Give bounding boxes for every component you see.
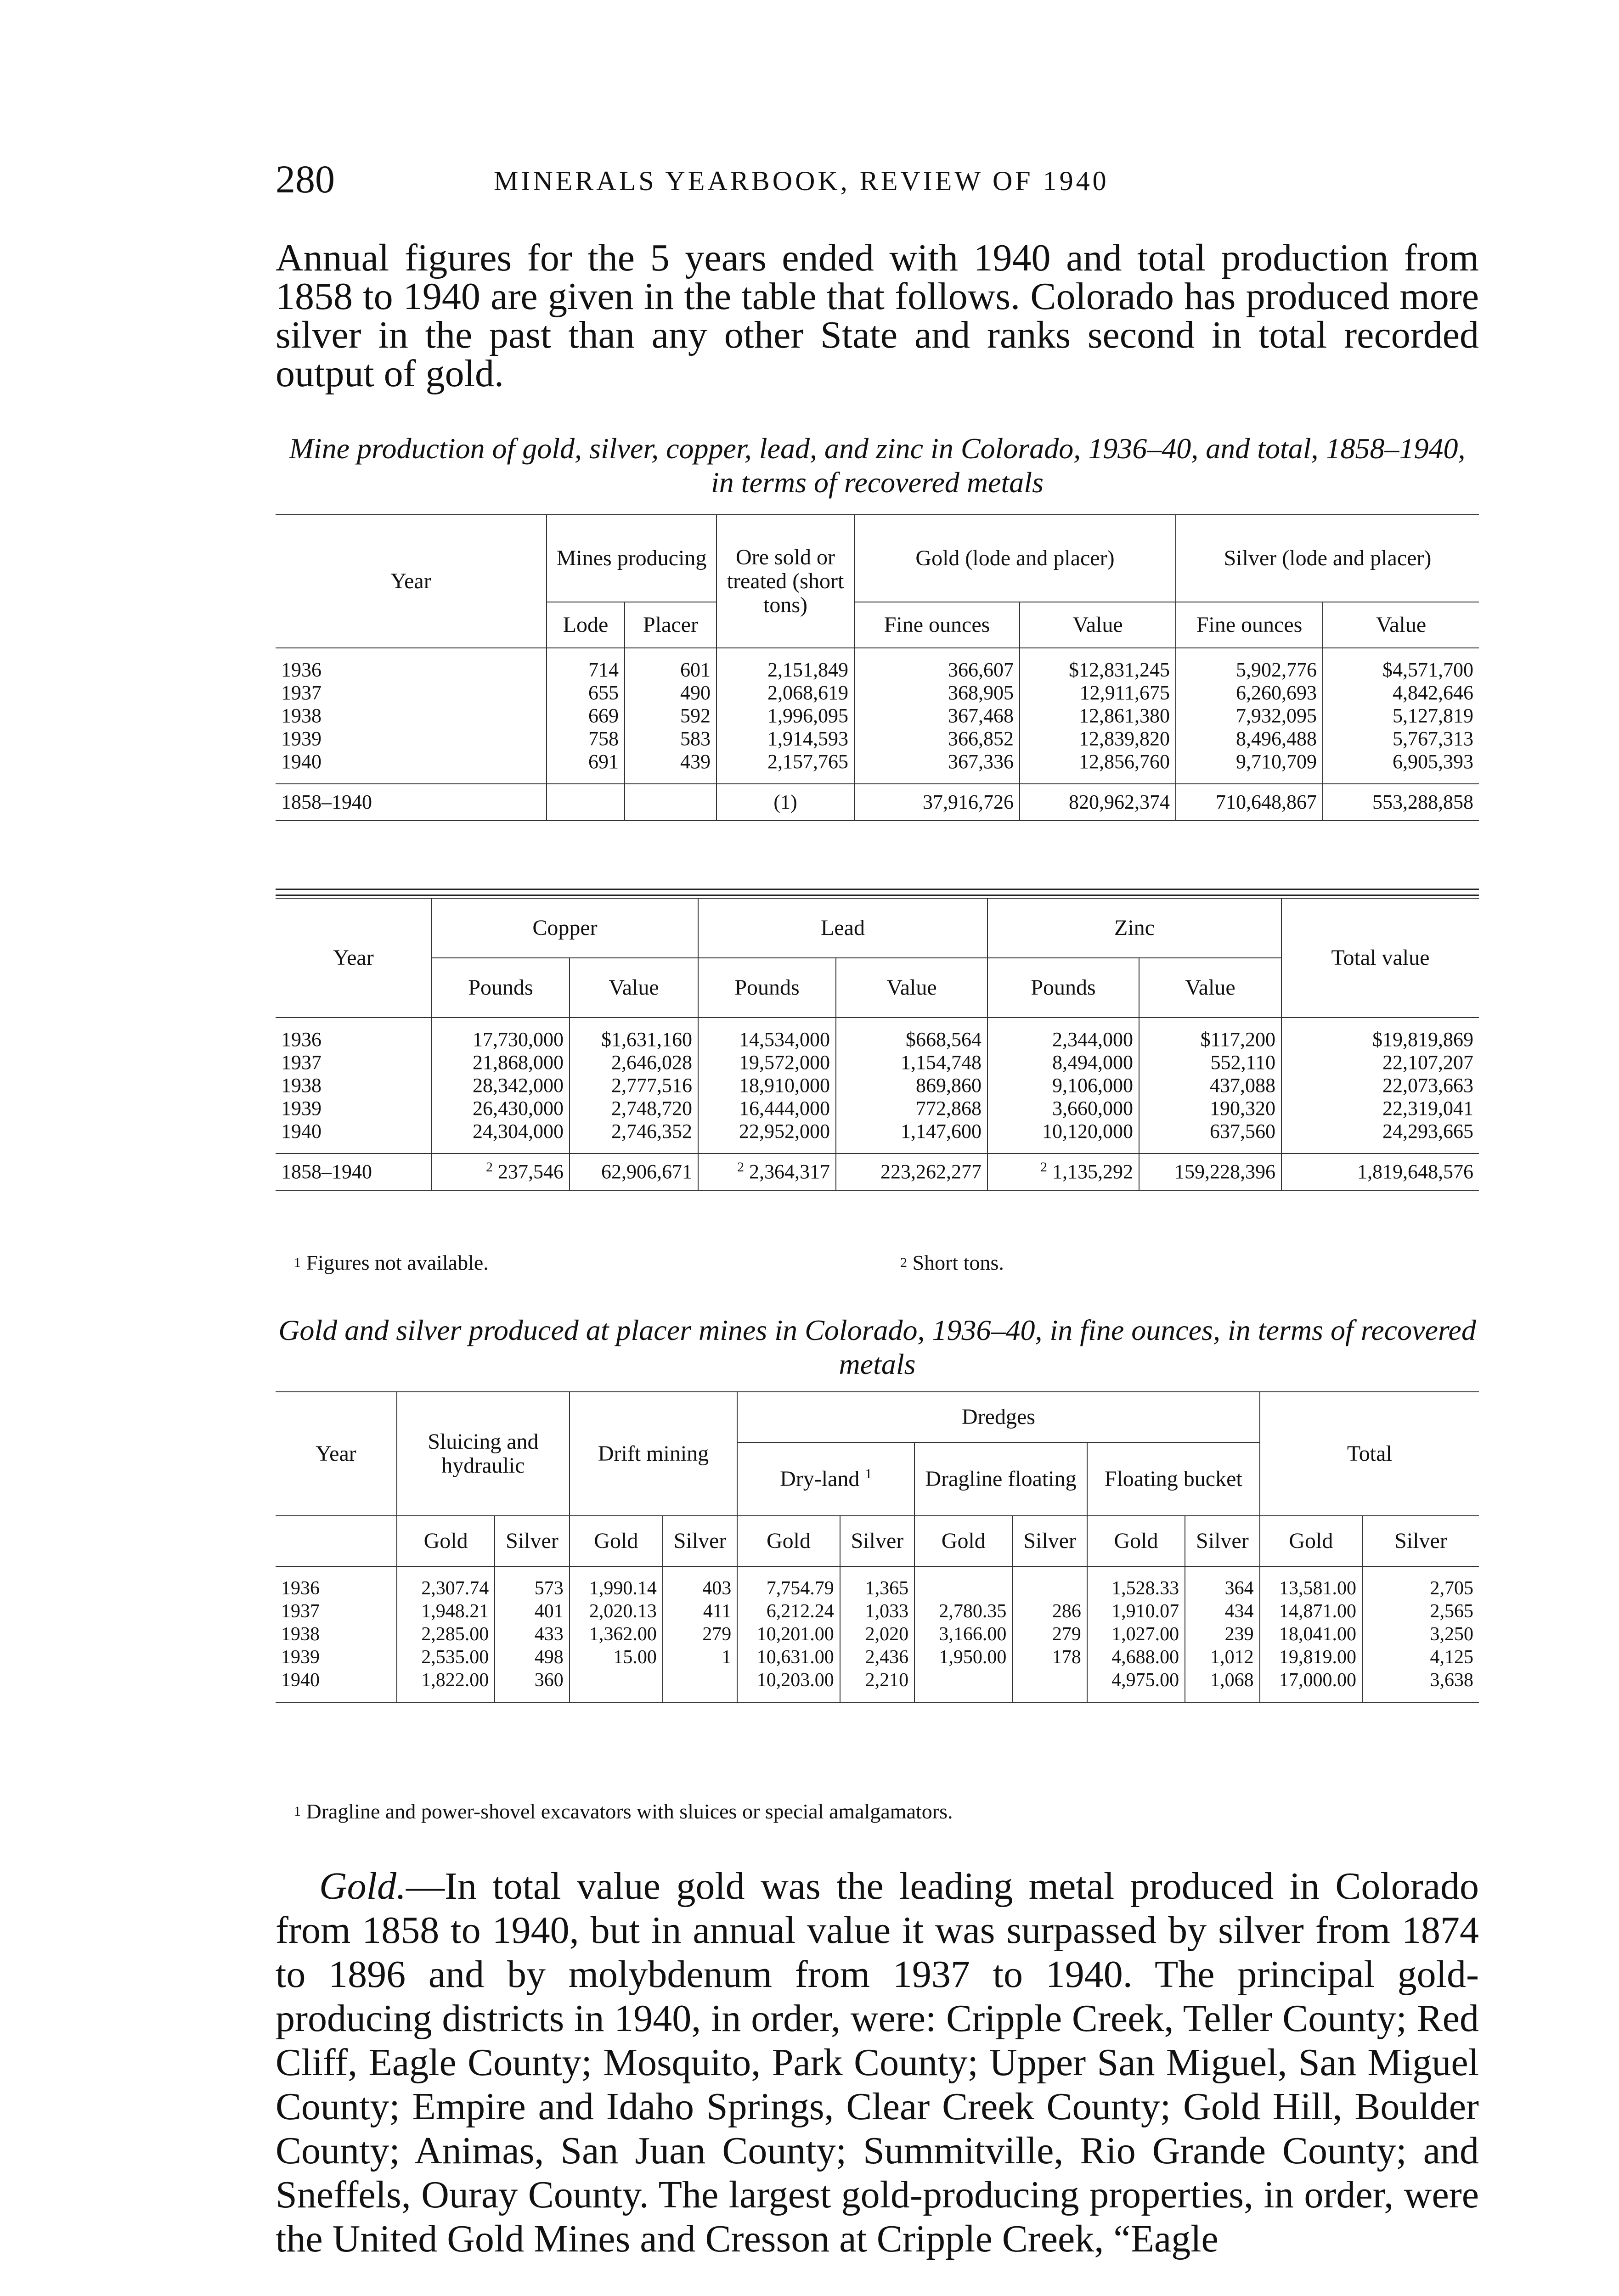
col-zinc: Zinc bbox=[987, 898, 1281, 958]
cell-lead-value: 869,860 bbox=[836, 1074, 987, 1097]
cell-ore: (1) bbox=[716, 784, 854, 821]
row-year: 1938 bbox=[276, 704, 547, 727]
table-row bbox=[276, 1051, 1479, 1074]
cell-silver: 1 bbox=[663, 1646, 737, 1669]
cell-gold-value: 820,962,374 bbox=[1020, 784, 1176, 821]
col-floating-bucket: Floating bucket bbox=[1087, 1442, 1260, 1516]
cell-ore: 2,157,765 bbox=[716, 750, 854, 784]
cell-silver-oz: 710,648,867 bbox=[1176, 784, 1323, 821]
cell-copper-value: 62,906,671 bbox=[570, 1154, 698, 1190]
cell-silver-value: 6,905,393 bbox=[1323, 750, 1479, 784]
cell-gold-oz: 368,905 bbox=[854, 681, 1020, 704]
col-ore-sold: Ore sold or treated (short tons) bbox=[716, 515, 854, 648]
cell-copper-value: 2,746,352 bbox=[570, 1120, 698, 1154]
cell-lead-value: 1,147,600 bbox=[836, 1120, 987, 1154]
cell-zinc-pounds: 10,120,000 bbox=[987, 1120, 1139, 1154]
footnote-marker: 1 bbox=[294, 1804, 301, 1819]
cell-silver-value: 553,288,858 bbox=[1323, 784, 1479, 821]
col-sluicing: Sluicing and hydraulic bbox=[397, 1392, 570, 1516]
cell-silver: 279 bbox=[663, 1623, 737, 1646]
col-copper: Copper bbox=[432, 898, 698, 958]
col-year: Year bbox=[276, 515, 547, 648]
cell-placer: 583 bbox=[625, 727, 716, 750]
cell-gold bbox=[914, 1566, 1012, 1600]
cell-gold: 2,285.00 bbox=[397, 1623, 495, 1646]
col-year: Year bbox=[276, 1392, 397, 1516]
cell-gold: 1,822.00 bbox=[397, 1669, 495, 1702]
col-dredges: Dredges bbox=[737, 1392, 1259, 1442]
row-year: 1939 bbox=[276, 1097, 432, 1120]
footnote-marker: 1 bbox=[294, 1255, 301, 1270]
cell-silver bbox=[1012, 1669, 1087, 1702]
footnote-marker: 2 bbox=[486, 1159, 493, 1175]
table-row bbox=[276, 750, 1479, 784]
col-silver: Silver bbox=[840, 1516, 914, 1566]
table-row bbox=[276, 704, 1479, 727]
row-year: 1937 bbox=[276, 681, 547, 704]
cell-zinc-pounds: 9,106,000 bbox=[987, 1074, 1139, 1097]
row-year: 1940 bbox=[276, 750, 547, 784]
cell-zinc-value: 637,560 bbox=[1139, 1120, 1281, 1154]
table-separator bbox=[276, 889, 1479, 896]
cell-copper-value: $1,631,160 bbox=[570, 1018, 698, 1051]
cell-copper-pounds: 17,730,000 bbox=[432, 1018, 570, 1051]
cell-silver: 1,012 bbox=[1185, 1646, 1259, 1669]
cell-zinc-pounds: 3,660,000 bbox=[987, 1097, 1139, 1120]
cell-gold: 4,688.00 bbox=[1087, 1646, 1185, 1669]
cell-silver: 286 bbox=[1012, 1600, 1087, 1623]
col-gold: Gold bbox=[1260, 1516, 1362, 1566]
cell-silver: 178 bbox=[1012, 1646, 1087, 1669]
cell-silver: 239 bbox=[1185, 1623, 1259, 1646]
cell-gold: 3,166.00 bbox=[914, 1623, 1012, 1646]
cell-gold: 2,780.35 bbox=[914, 1600, 1012, 1623]
cell-gold: 1,362.00 bbox=[570, 1623, 663, 1646]
table-row bbox=[276, 1669, 1479, 1702]
cell-ore: 2,068,619 bbox=[716, 681, 854, 704]
col-gold-value: Value bbox=[1020, 602, 1176, 648]
cell-gold-value: $12,831,245 bbox=[1020, 648, 1176, 681]
cell-silver bbox=[1012, 1566, 1087, 1600]
cell-copper-pounds: 21,868,000 bbox=[432, 1051, 570, 1074]
col-gold: Gold bbox=[914, 1516, 1012, 1566]
cell-silver-oz: 5,902,776 bbox=[1176, 648, 1323, 681]
cell-gold: 2,307.74 bbox=[397, 1566, 495, 1600]
cell-ore: 1,914,593 bbox=[716, 727, 854, 750]
cell-copper-pounds: 26,430,000 bbox=[432, 1097, 570, 1120]
row-year: 1937 bbox=[276, 1051, 432, 1074]
cell-lead-value: 1,154,748 bbox=[836, 1051, 987, 1074]
col-silver-value: Value bbox=[1323, 602, 1479, 648]
cell-gold-value: 12,839,820 bbox=[1020, 727, 1176, 750]
col-silver: Silver bbox=[495, 1516, 569, 1566]
cell-gold-value: 12,856,760 bbox=[1020, 750, 1176, 784]
cell-silver: 403 bbox=[663, 1566, 737, 1600]
cell-gold-oz: 366,852 bbox=[854, 727, 1020, 750]
col-year: Year bbox=[276, 898, 432, 1018]
cell-gold: 19,819.00 bbox=[1260, 1646, 1362, 1669]
cell-gold: 17,000.00 bbox=[1260, 1669, 1362, 1702]
cell-placer: 490 bbox=[625, 681, 716, 704]
cell-gold: 1,950.00 bbox=[914, 1646, 1012, 1669]
cell-lode: 691 bbox=[547, 750, 625, 784]
footnote-2 bbox=[900, 1251, 1004, 1274]
table-row bbox=[276, 1600, 1479, 1623]
col-lead-pounds: Pounds bbox=[698, 958, 836, 1018]
cell-gold-oz: 37,916,726 bbox=[854, 784, 1020, 821]
cell-gold: 15.00 bbox=[570, 1646, 663, 1669]
placer-table bbox=[276, 1391, 1479, 1703]
col-silver: Silver bbox=[1362, 1516, 1479, 1566]
cell-gold: 14,871.00 bbox=[1260, 1600, 1362, 1623]
cell-ore: 2,151,849 bbox=[716, 648, 854, 681]
col-gold: Gold (lode and placer) bbox=[854, 515, 1176, 602]
cell-zinc-pounds: 2,344,000 bbox=[987, 1018, 1139, 1051]
footnote-marker: 2 bbox=[900, 1255, 907, 1270]
gold-text: —In total value gold was the leading metal produced in Colorado from 1858 to 1940, but in annual value it was surpassed by silver from 1874 to 1896 and by molybdenum from 1937 to 1940. The principal gold-producing districts in 1940, in order, were: Cripple Creek, Teller County; Red Cliff, Eagle County; Mosquito, Park County; Upper San Miguel, San Miguel County; Empire and Idaho Springs, Clear Creek County; Gold Hill, Boulder County; Animas, San Juan County; Summitville, Rio Grande County; and Sneffels, Ouray County. The largest gold-producing properties, in order, were the United Gold Mines and Cresson at Cripple Creek, “Eagle bbox=[276, 1865, 1479, 2260]
col-silver: Silver bbox=[1185, 1516, 1259, 1566]
total-row bbox=[276, 784, 1479, 821]
cell-silver-oz: 9,710,709 bbox=[1176, 750, 1323, 784]
cell-total-value: 24,293,665 bbox=[1281, 1120, 1479, 1154]
cell-lode bbox=[547, 784, 625, 821]
cell-lead-value: 772,868 bbox=[836, 1097, 987, 1120]
cell-gold: 1,990.14 bbox=[570, 1566, 663, 1600]
cell-silver: 364 bbox=[1185, 1566, 1259, 1600]
cell-copper-pounds bbox=[432, 1154, 570, 1190]
cell-gold-oz: 367,468 bbox=[854, 704, 1020, 727]
cell-zinc-value: $117,200 bbox=[1139, 1018, 1281, 1051]
footnote-marker: 2 bbox=[737, 1159, 744, 1175]
cell-silver-value: 5,127,819 bbox=[1323, 704, 1479, 727]
cell-gold: 4,975.00 bbox=[1087, 1669, 1185, 1702]
cell-lead-pounds: 22,952,000 bbox=[698, 1120, 836, 1154]
col-silver: Silver bbox=[663, 1516, 737, 1566]
col-year-spacer bbox=[276, 1516, 397, 1566]
table1-caption: Mine production of gold, silver, copper, lead, and zinc in Colorado, 1936–40, and total, 1858–1940, in terms of recovered metals bbox=[289, 432, 1466, 499]
cell-silver-oz: 6,260,693 bbox=[1176, 681, 1323, 704]
cell-gold: 2,020.13 bbox=[570, 1600, 663, 1623]
cell-placer: 439 bbox=[625, 750, 716, 784]
gold-heading: Gold. bbox=[319, 1865, 406, 1908]
cell-copper-pounds: 28,342,000 bbox=[432, 1074, 570, 1097]
row-year: 1858–1940 bbox=[276, 784, 547, 821]
cell-silver: 1,365 bbox=[840, 1566, 914, 1600]
col-placer: Placer bbox=[625, 602, 716, 648]
row-year: 1940 bbox=[276, 1669, 397, 1702]
col-zinc-value: Value bbox=[1139, 958, 1281, 1018]
cell-gold: 1,027.00 bbox=[1087, 1623, 1185, 1646]
cell-gold-value: 12,861,380 bbox=[1020, 704, 1176, 727]
table-row bbox=[276, 1566, 1479, 1600]
footnote-marker: 1 bbox=[865, 1466, 872, 1481]
table-row bbox=[276, 681, 1479, 704]
cell-silver: 401 bbox=[495, 1600, 569, 1623]
col-silver: Silver (lode and placer) bbox=[1176, 515, 1479, 602]
cell-lead-value: $668,564 bbox=[836, 1018, 987, 1051]
cell-copper-value: 2,777,516 bbox=[570, 1074, 698, 1097]
cell-lead-pounds: 16,444,000 bbox=[698, 1097, 836, 1120]
cell-total-value: 22,107,207 bbox=[1281, 1051, 1479, 1074]
table-row bbox=[276, 1074, 1479, 1097]
production-table-gold-silver bbox=[276, 514, 1479, 821]
cell-silver: 2,020 bbox=[840, 1623, 914, 1646]
footnote-1 bbox=[294, 1251, 489, 1274]
cell-gold-value: 12,911,675 bbox=[1020, 681, 1176, 704]
col-silver-ounces: Fine ounces bbox=[1176, 602, 1323, 648]
table-row bbox=[276, 1623, 1479, 1646]
cell-zinc-value: 437,088 bbox=[1139, 1074, 1281, 1097]
col-gold: Gold bbox=[570, 1516, 663, 1566]
cell-silver: 360 bbox=[495, 1669, 569, 1702]
cell-silver: 573 bbox=[495, 1566, 569, 1600]
row-year: 1936 bbox=[276, 1566, 397, 1600]
col-mines-producing: Mines producing bbox=[547, 515, 716, 602]
cell-silver-value: 4,842,646 bbox=[1323, 681, 1479, 704]
cell-silver: 411 bbox=[663, 1600, 737, 1623]
row-year: 1939 bbox=[276, 727, 547, 750]
cell-value: 2,364,317 bbox=[749, 1160, 830, 1183]
cell-total-value: 22,319,041 bbox=[1281, 1097, 1479, 1120]
col-silver: Silver bbox=[1012, 1516, 1087, 1566]
cell-silver-value: 5,767,313 bbox=[1323, 727, 1479, 750]
cell-silver: 4,125 bbox=[1362, 1646, 1479, 1669]
col-dragline-floating: Dragline floating bbox=[914, 1442, 1087, 1516]
col-gold-ounces: Fine ounces bbox=[854, 602, 1020, 648]
cell-silver: 2,436 bbox=[840, 1646, 914, 1669]
col-copper-pounds: Pounds bbox=[432, 958, 570, 1018]
cell-silver: 2,565 bbox=[1362, 1600, 1479, 1623]
col-zinc-pounds: Pounds bbox=[987, 958, 1139, 1018]
col-lead: Lead bbox=[698, 898, 987, 958]
total-row bbox=[276, 1154, 1479, 1190]
cell-placer bbox=[625, 784, 716, 821]
row-year: 1938 bbox=[276, 1074, 432, 1097]
cell-silver: 3,638 bbox=[1362, 1669, 1479, 1702]
cell-value: 1,135,292 bbox=[1052, 1160, 1133, 1183]
cell-lode: 758 bbox=[547, 727, 625, 750]
cell-lead-pounds: 18,910,000 bbox=[698, 1074, 836, 1097]
cell-lead-value: 223,262,277 bbox=[836, 1154, 987, 1190]
cell-copper-value: 2,748,720 bbox=[570, 1097, 698, 1120]
table-row bbox=[276, 1646, 1479, 1669]
cell-silver-oz: 8,496,488 bbox=[1176, 727, 1323, 750]
cell-copper-pounds: 24,304,000 bbox=[432, 1120, 570, 1154]
cell-silver: 434 bbox=[1185, 1600, 1259, 1623]
cell-placer: 601 bbox=[625, 648, 716, 681]
cell-gold: 2,535.00 bbox=[397, 1646, 495, 1669]
production-table-copper-lead-zinc bbox=[276, 898, 1479, 1191]
row-year: 1940 bbox=[276, 1120, 432, 1154]
cell-gold bbox=[570, 1669, 663, 1702]
cell-gold-oz: 366,607 bbox=[854, 648, 1020, 681]
cell-silver: 433 bbox=[495, 1623, 569, 1646]
col-gold: Gold bbox=[397, 1516, 495, 1566]
col-copper-value: Value bbox=[570, 958, 698, 1018]
cell-total-value: 1,819,648,576 bbox=[1281, 1154, 1479, 1190]
table-row bbox=[276, 1120, 1479, 1154]
gold-paragraph bbox=[276, 1864, 1479, 2261]
cell-lead-pounds: 14,534,000 bbox=[698, 1018, 836, 1051]
cell-silver: 1,068 bbox=[1185, 1669, 1259, 1702]
dry-land-label: Dry-land bbox=[780, 1467, 860, 1491]
cell-lode: 655 bbox=[547, 681, 625, 704]
cell-gold: 1,948.21 bbox=[397, 1600, 495, 1623]
footnote-dragline bbox=[294, 1800, 953, 1823]
cell-lode: 669 bbox=[547, 704, 625, 727]
table-row bbox=[276, 1018, 1479, 1051]
cell-zinc-pounds bbox=[987, 1154, 1139, 1190]
cell-silver: 3,250 bbox=[1362, 1623, 1479, 1646]
table2-caption: Gold and silver produced at placer mines in Colorado, 1936–40, in fine ounces, in terms of recovered metals bbox=[278, 1314, 1476, 1380]
cell-gold: 1,910.07 bbox=[1087, 1600, 1185, 1623]
cell-lode: 714 bbox=[547, 648, 625, 681]
cell-silver: 2,705 bbox=[1362, 1566, 1479, 1600]
col-lead-value: Value bbox=[836, 958, 987, 1018]
col-gold: Gold bbox=[1087, 1516, 1185, 1566]
running-head bbox=[276, 156, 1470, 207]
cell-ore: 1,996,095 bbox=[716, 704, 854, 727]
cell-zinc-value: 190,320 bbox=[1139, 1097, 1281, 1120]
col-total-value: Total value bbox=[1281, 898, 1479, 1018]
cell-gold: 7,754.79 bbox=[737, 1566, 840, 1600]
cell-zinc-pounds: 8,494,000 bbox=[987, 1051, 1139, 1074]
col-dry-land bbox=[737, 1442, 914, 1516]
row-year: 1938 bbox=[276, 1623, 397, 1646]
col-gold: Gold bbox=[737, 1516, 840, 1566]
cell-silver: 279 bbox=[1012, 1623, 1087, 1646]
footnote-marker: 2 bbox=[1040, 1159, 1047, 1175]
col-lode: Lode bbox=[547, 602, 625, 648]
row-year: 1937 bbox=[276, 1600, 397, 1623]
cell-gold-oz: 367,336 bbox=[854, 750, 1020, 784]
cell-gold bbox=[914, 1669, 1012, 1702]
col-total: Total bbox=[1260, 1392, 1479, 1516]
table-row bbox=[276, 1097, 1479, 1120]
footnote-text: Figures not available. bbox=[306, 1251, 489, 1274]
table-row bbox=[276, 648, 1479, 681]
cell-copper-value: 2,646,028 bbox=[570, 1051, 698, 1074]
cell-placer: 592 bbox=[625, 704, 716, 727]
row-year: 1936 bbox=[276, 1018, 432, 1051]
footnote-text: Dragline and power-shovel excavators with sluices or special amalgamators. bbox=[306, 1800, 953, 1823]
table-row bbox=[276, 727, 1479, 750]
cell-zinc-value: 552,110 bbox=[1139, 1051, 1281, 1074]
cell-total-value: 22,073,663 bbox=[1281, 1074, 1479, 1097]
cell-lead-pounds: 19,572,000 bbox=[698, 1051, 836, 1074]
cell-gold: 10,203.00 bbox=[737, 1669, 840, 1702]
footnote-text: Short tons. bbox=[912, 1251, 1004, 1274]
row-year: 1858–1940 bbox=[276, 1154, 432, 1190]
page-number: 280 bbox=[276, 157, 335, 201]
cell-lead-pounds bbox=[698, 1154, 836, 1190]
cell-gold: 10,201.00 bbox=[737, 1623, 840, 1646]
running-title: MINERALS YEARBOOK, REVIEW OF 1940 bbox=[494, 166, 1109, 196]
cell-gold: 1,528.33 bbox=[1087, 1566, 1185, 1600]
row-year: 1939 bbox=[276, 1646, 397, 1669]
row-year: 1936 bbox=[276, 648, 547, 681]
cell-silver: 498 bbox=[495, 1646, 569, 1669]
cell-silver bbox=[663, 1669, 737, 1702]
cell-gold: 13,581.00 bbox=[1260, 1566, 1362, 1600]
cell-zinc-value: 159,228,396 bbox=[1139, 1154, 1281, 1190]
cell-value: 237,546 bbox=[498, 1160, 564, 1183]
cell-silver-value: $4,571,700 bbox=[1323, 648, 1479, 681]
cell-gold: 18,041.00 bbox=[1260, 1623, 1362, 1646]
cell-silver: 2,210 bbox=[840, 1669, 914, 1702]
cell-silver: 1,033 bbox=[840, 1600, 914, 1623]
cell-total-value: $19,819,869 bbox=[1281, 1018, 1479, 1051]
cell-gold: 6,212.24 bbox=[737, 1600, 840, 1623]
cell-silver-oz: 7,932,095 bbox=[1176, 704, 1323, 727]
col-drift-mining: Drift mining bbox=[570, 1392, 738, 1516]
intro-paragraph: Annual figures for the 5 years ended with 1940 and total production from 1858 to 1940 are given in the table that follows. Colorado has produced more silver in the past than any other State and ranks second in total recorded output of gold. bbox=[276, 236, 1479, 395]
cell-gold: 10,631.00 bbox=[737, 1646, 840, 1669]
